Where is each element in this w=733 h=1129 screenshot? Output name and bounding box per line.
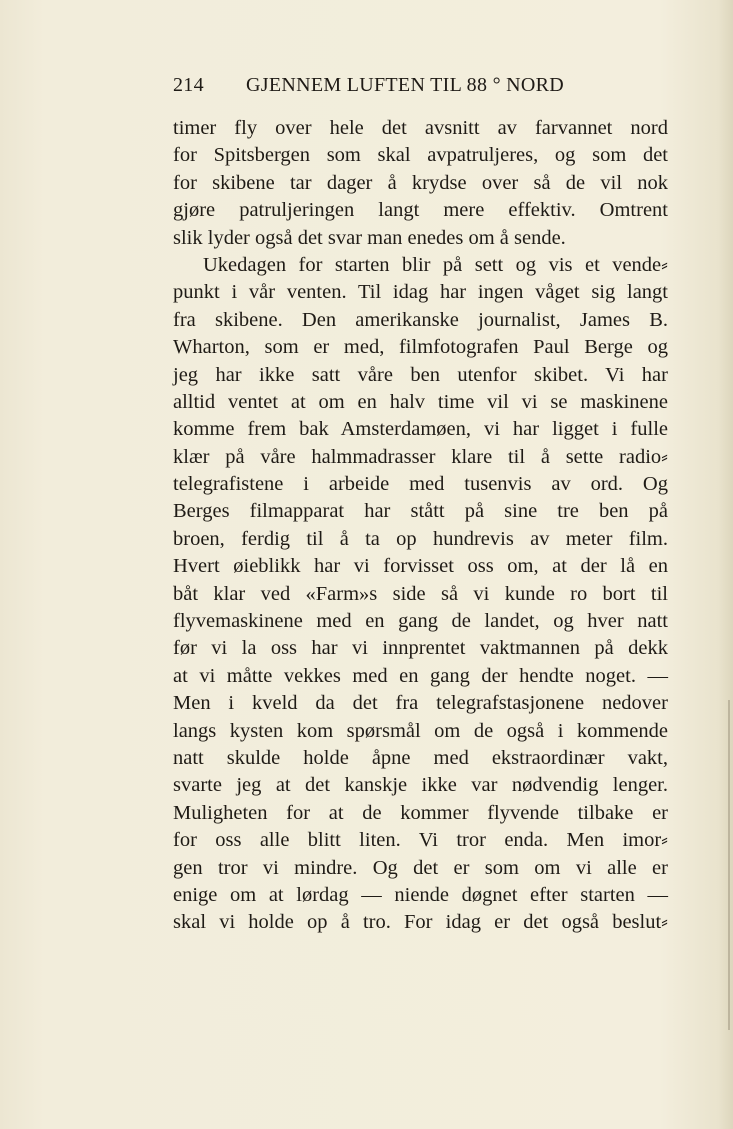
text-line: båt klar ved «Farm»s side så vi kunde ro bort til xyxy=(173,582,668,605)
text-line: Muligheten for at de kommer flyvende tilbake er xyxy=(173,801,668,824)
text-line: Hvert øieblikk har vi forvisset oss om, at der lå en xyxy=(173,555,668,578)
text-line: klær på våre halmmadrasser klare til å sette radio⸗ xyxy=(173,445,668,468)
running-title: GJENNEM LUFTEN TIL 88 ° NORD xyxy=(246,74,565,96)
page-edge-mark xyxy=(728,700,730,1030)
text-line: at vi måtte vekkes med en gang der hendte noget. — xyxy=(173,664,668,687)
text-line: Men i kveld da det fra telegrafstasjonene nedover xyxy=(173,692,668,715)
text-line: natt skulde holde åpne med ekstraordinær vakt, xyxy=(173,746,668,769)
paragraph-start-line: Ukedagen for starten blir på sett og vis et vende⸗ xyxy=(203,253,668,276)
text-line: enige om at lørdag — niende døgnet efter starten — xyxy=(173,883,668,906)
text-line: langs kysten kom spørsmål om de også i kommende xyxy=(173,719,668,742)
text-line: komme frem bak Amsterdamøen, vi har ligget i fulle xyxy=(173,418,668,441)
text-line: punkt i vår venten. Til idag har ingen våget sig langt xyxy=(173,281,668,304)
text-line: før vi la oss har vi innprentet vaktmannen på dekk xyxy=(173,637,668,660)
body-text xyxy=(173,115,668,937)
text-line: fra skibene. Den amerikanske journalist, James B. xyxy=(173,308,668,331)
text-line: for skibene tar dager å krydse over så de vil nok xyxy=(173,171,668,194)
text-line: timer fly over hele det avsnitt av farvannet nord xyxy=(173,117,668,139)
text-line: slik lyder også det svar man enedes om å sende. xyxy=(173,226,566,249)
text-line: Berges filmapparat har stått på sine tre ben på xyxy=(173,500,668,523)
text-line: alltid ventet at om en halv time vil vi se maskinene xyxy=(173,390,668,413)
text-line: skal vi holde op å tro. For idag er det også beslut⸗ xyxy=(173,911,668,934)
text-line: jeg har ikke satt våre ben utenfor skibet. Vi har xyxy=(173,363,668,386)
text-line: broen, ferdig til å ta op hundrevis av meter film. xyxy=(173,527,668,550)
text-line: gjøre patruljeringen langt mere effektiv. Omtrent xyxy=(173,199,668,222)
running-header xyxy=(173,74,668,104)
text-line: svarte jeg at det kanskje ikke var nødvendig lenger. xyxy=(173,774,668,797)
text-line: for Spitsbergen som skal avpatruljeres, og som det xyxy=(173,144,668,167)
text-line: telegrafistene i arbeide med tusenvis av ord. Og xyxy=(173,473,668,496)
text-line: Wharton, som er med, filmfotografen Paul Berge og xyxy=(173,336,668,359)
text-line: gen tror vi mindre. Og det er som om vi alle er xyxy=(173,856,668,879)
text-line: flyvemaskinene med en gang de landet, og hver natt xyxy=(173,610,668,633)
page-number: 214 xyxy=(173,74,204,96)
text-line: for oss alle blitt liten. Vi tror enda. Men imor⸗ xyxy=(173,829,668,852)
